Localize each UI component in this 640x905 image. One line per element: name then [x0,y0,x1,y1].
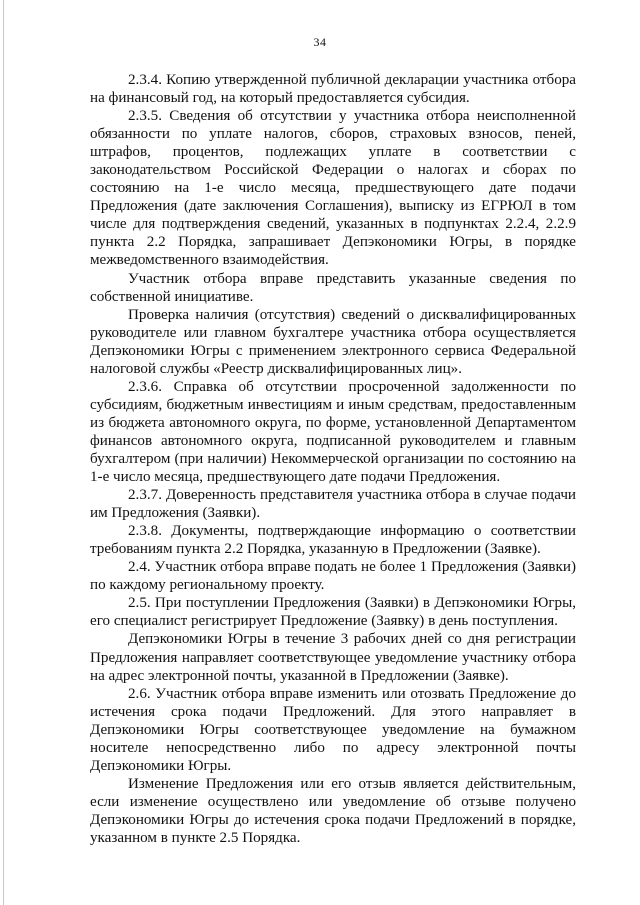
paragraph-2-6: 2.6. Участник отбора вправе изменить или отозвать Предложение до истечения срока подачи Предложений. Для этого направляет в Депэкономики Югры соответствующее уведомление на бумажном носителе непосредственно либо по адресу электронной почты Депэкономики Югры. [90,685,576,774]
paragraph-2-3-5: 2.3.5. Сведения об отсутствии у участника отбора неисполненной обязанности по уплате налогов, сборов, страховых взносов, пеней, штрафов, процентов, подлежащих уплате в соответствии с законодательством Российской Федерации о налогах и сборах по состоянию на 1-е число месяца, предшествующего дате подачи Предложения (дате заключения Соглашения), выписку из ЕГРЮЛ в том числе для подтверждения сведений, указанных в подпунктах 2.2.4, 2.2.9 пункта 2.2 Порядка, запрашивает Депэкономики Югры, в порядке межведомственного взаимодействия. [90,108,576,269]
paragraph-2-5: 2.5. При поступлении Предложения (Заявки) в Депэкономики Югры, его специалист регистрирует Предложение (Заявку) в день поступления. [90,595,576,630]
paragraph-own-initiative: Участник отбора вправе представить указанные сведения по собственной инициативе. [90,270,576,305]
paragraph-2-3-8: 2.3.8. Документы, подтверждающие информацию о соответствии требованиям пункта 2.2 Порядка, указанную в Предложении (Заявке). [90,523,576,558]
paragraph-2-3-6: 2.3.6. Справка об отсутствии просроченной задолженности по субсидиям, бюджетным инвестициям и иным средствам, предоставленным из бюджета автономного округа, по форме, установленной Департаментом финансов автономного округа, подписанной руководителем и главным бухгалтером (при наличии) Некоммерческой организации по состоянию на 1-е число месяца, предшествующего дате подачи Предложения. [90,378,576,486]
paragraph-disqualified-check: Проверка наличия (отсутствия) сведений о дисквалифицированных руководителе или главном бухгалтере участника отбора осуществляется Депэкономики Югры с применением электронного сервиса Федеральной налоговой службы «Реестр дисквалифицированных лиц». [90,306,576,377]
page-scan-edge [3,0,4,905]
paragraph-2-3-4: 2.3.4. Копию утвержденной публичной декларации участника отбора на финансовый год, на который предоставляется субсидия. [90,72,576,107]
page-number: 34 [313,35,327,49]
paragraph-2-3-7: 2.3.7. Доверенность представителя участника отбора в случае подачи им Предложения (Заявки). [90,487,576,522]
paragraph-notification: Депэкономики Югры в течение 3 рабочих дней со дня регистрации Предложения направляет соответствующее уведомление участнику отбора на адрес электронной почты, указанной в Предложении (Заявке). [90,631,576,684]
paragraph-change-validity: Изменение Предложения или его отзыв является действительным, если изменение осуществлено или уведомление об отзыве получено Депэкономики Югры до истечения срока подачи Предложений в порядке, указанном в пункте 2.5 Порядка. [90,775,576,846]
document-body [90,71,576,847]
paragraph-2-4: 2.4. Участник отбора вправе подать не более 1 Предложения (Заявки) по каждому региональному проекту. [90,559,576,594]
